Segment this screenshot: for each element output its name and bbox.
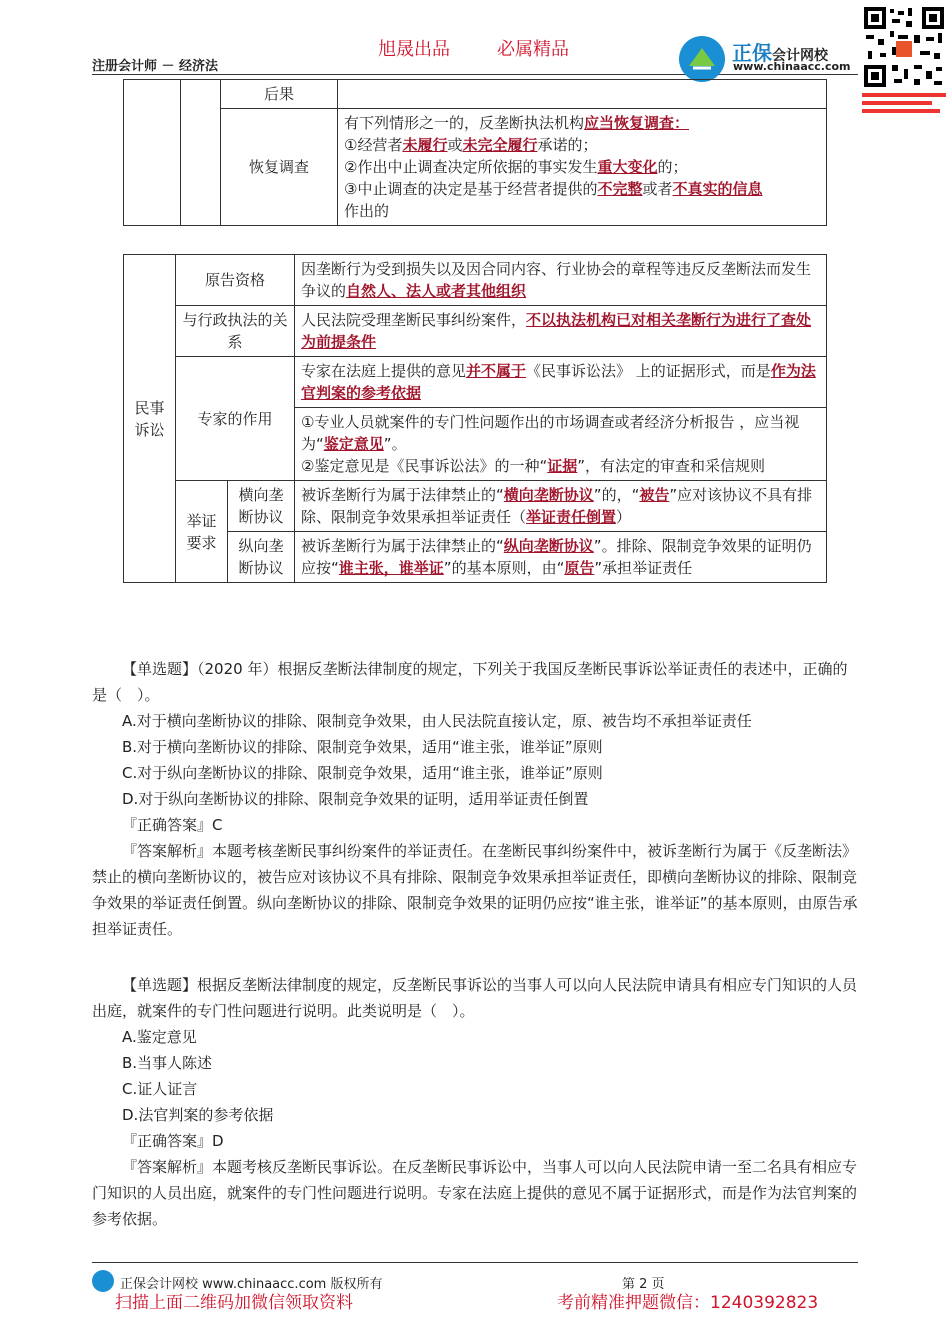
table1-resume-content: 有下列情形之一的，反垄断执法机构应当恢复调查： ①经营者未履行或未完全履行承诺的； ②作出中止调查决定所依据的事实发生重大变化的； ③中止调查的决定是基于经营者提供的不完整或者不真实的信息 作出的 xyxy=(338,109,827,226)
table1-blank-col1 xyxy=(124,80,181,226)
table2-expert-content-1: 专家在法庭上提供的意见并不属于《民事诉讼法》 上的证据形式，而是作为法官判案的参考依据 xyxy=(295,357,827,408)
slogan-right: 必属精品 xyxy=(497,39,569,60)
table2-vertical-content: 被诉垄断行为属于法律禁止的“纵向垄断协议”。排除、限制竞争效果的证明仍应按“谁主张，谁举证”的基本原则，由“原告”承担举证责任 xyxy=(295,532,827,583)
q2-option-a: A.鉴定意见 xyxy=(122,1028,197,1046)
table-civil-litigation xyxy=(123,254,827,583)
table2-label-horizontal: 横向垄断协议 xyxy=(228,481,295,532)
table2-side-label: 民事诉讼 xyxy=(124,255,176,583)
q2-option-b: B.当事人陈述 xyxy=(122,1054,213,1072)
table2-label-expert: 专家的作用 xyxy=(176,357,295,481)
q1-option-b: B.对于横向垄断协议的排除、限制竞争效果，适用“谁主张，谁举证”原则 xyxy=(122,738,603,756)
table1-label-consequence: 后果 xyxy=(221,80,338,109)
promo-right: 考前精准押题微信：1240392823 xyxy=(557,1293,819,1313)
q1-option-d: D.对于纵向垄断协议的排除、限制竞争效果的证明，适用举证责任倒置 xyxy=(122,790,589,808)
qr-code-image xyxy=(862,5,946,115)
footer-rule xyxy=(92,1262,858,1263)
table2-label-relation: 与行政执法的关系 xyxy=(176,306,295,357)
q1-answer: 『正确答案』C xyxy=(122,816,223,834)
logo-url: www.chinaacc.com xyxy=(733,60,851,73)
question-2 xyxy=(92,972,862,1232)
footer-copyright: 正保会计网校 www.chinaacc.com 版权所有 xyxy=(120,1277,383,1292)
table2-label-vertical: 纵向垄断协议 xyxy=(228,532,295,583)
q1-analysis: 『答案解析』本题考核垄断民事纠纷案件的举证责任。在垄断民事纠纷案件中，被诉垄断行为属于《反垄断法》禁止的横向垄断协议的，被告应对该协议不具有排除、限制竞争效果承担举证责任，即横向垄断协议的排除、限制竞争效果的举证责任倒置。纵向垄断协议的排除、限制竞争效果的证明仍应按“谁主张，谁举证”的基本原则，由原告承担举证责任。 xyxy=(92,842,858,938)
q2-option-d: D.法官判案的参考依据 xyxy=(122,1106,274,1124)
header-rule xyxy=(92,74,858,75)
question-1 xyxy=(92,656,862,942)
table1-label-resume: 恢复调查 xyxy=(221,109,338,226)
footer-page-number: 第 2 页 xyxy=(622,1277,665,1292)
table2-relation-content: 人民法院受理垄断民事纠纷案件，不以执法机构已对相关垄断行为进行了查处为前提条件 xyxy=(295,306,827,357)
subject-title: 注册会计师 － 经济法 xyxy=(92,59,219,74)
table2-plaintiff-content: 因垄断行为受到损失以及因合同内容、行业协会的章程等违反反垄断法而发生争议的自然人、法人或者其他组织 xyxy=(295,255,827,306)
q1-stem: 【单选题】（2020 年）根据反垄断法律制度的规定，下列关于我国反垄断民事诉讼举证责任的表述中，正确的是（ ）。 xyxy=(92,660,848,704)
table1-blank-col2 xyxy=(181,80,221,226)
table1-consequence-content xyxy=(338,80,827,109)
q2-answer: 『正确答案』D xyxy=(122,1132,224,1150)
q1-option-c: C.对于纵向垄断协议的排除、限制竞争效果，适用“谁主张，谁举证”原则 xyxy=(122,764,603,782)
logo-icon xyxy=(679,36,725,82)
footer-logo-icon xyxy=(92,1270,114,1292)
table2-expert-content-2: ①专业人员就案件的专门性问题作出的市场调查或者经济分析报告 ，应当视为“鉴定意见”。 ②鉴定意见是《民事诉讼法》的一种“证据”，有法定的审查和采信规则 xyxy=(295,408,827,481)
table2-horizontal-content: 被诉垄断行为属于法律禁止的“横向垄断协议”的，“被告”应对该协议不具有排除、限制竞争效果承担举证责任（举证责任倒置） xyxy=(295,481,827,532)
q2-option-c: C.证人证言 xyxy=(122,1080,198,1098)
table-resume-investigation xyxy=(123,79,827,226)
table2-label-burden: 举证要求 xyxy=(176,481,228,583)
q2-stem: 【单选题】根据反垄断法律制度的规定，反垄断民事诉讼的当事人可以向人民法院申请具有相应专门知识的人员出庭，就案件的专门性问题进行说明。此类说明是（ ）。 xyxy=(92,976,858,1020)
slogan-left: 旭晟出品 xyxy=(378,39,450,60)
table2-label-plaintiff: 原告资格 xyxy=(176,255,295,306)
q1-option-a: A.对于横向垄断协议的排除、限制竞争效果，由人民法院直接认定，原、被告均不承担举证责任 xyxy=(122,712,752,730)
promo-left: 扫描上面二维码加微信领取资料 xyxy=(115,1293,353,1313)
q2-analysis: 『答案解析』本题考核反垄断民事诉讼。在反垄断民事诉讼中，当事人可以向人民法院申请一至二名具有相应专门知识的人员出庭，就案件的专门性问题进行说明。专家在法庭上提供的意见不属于证据形式，而是作为法官判案的参考依据。 xyxy=(92,1158,858,1228)
logo-name: 正保会计网校 xyxy=(732,41,828,65)
